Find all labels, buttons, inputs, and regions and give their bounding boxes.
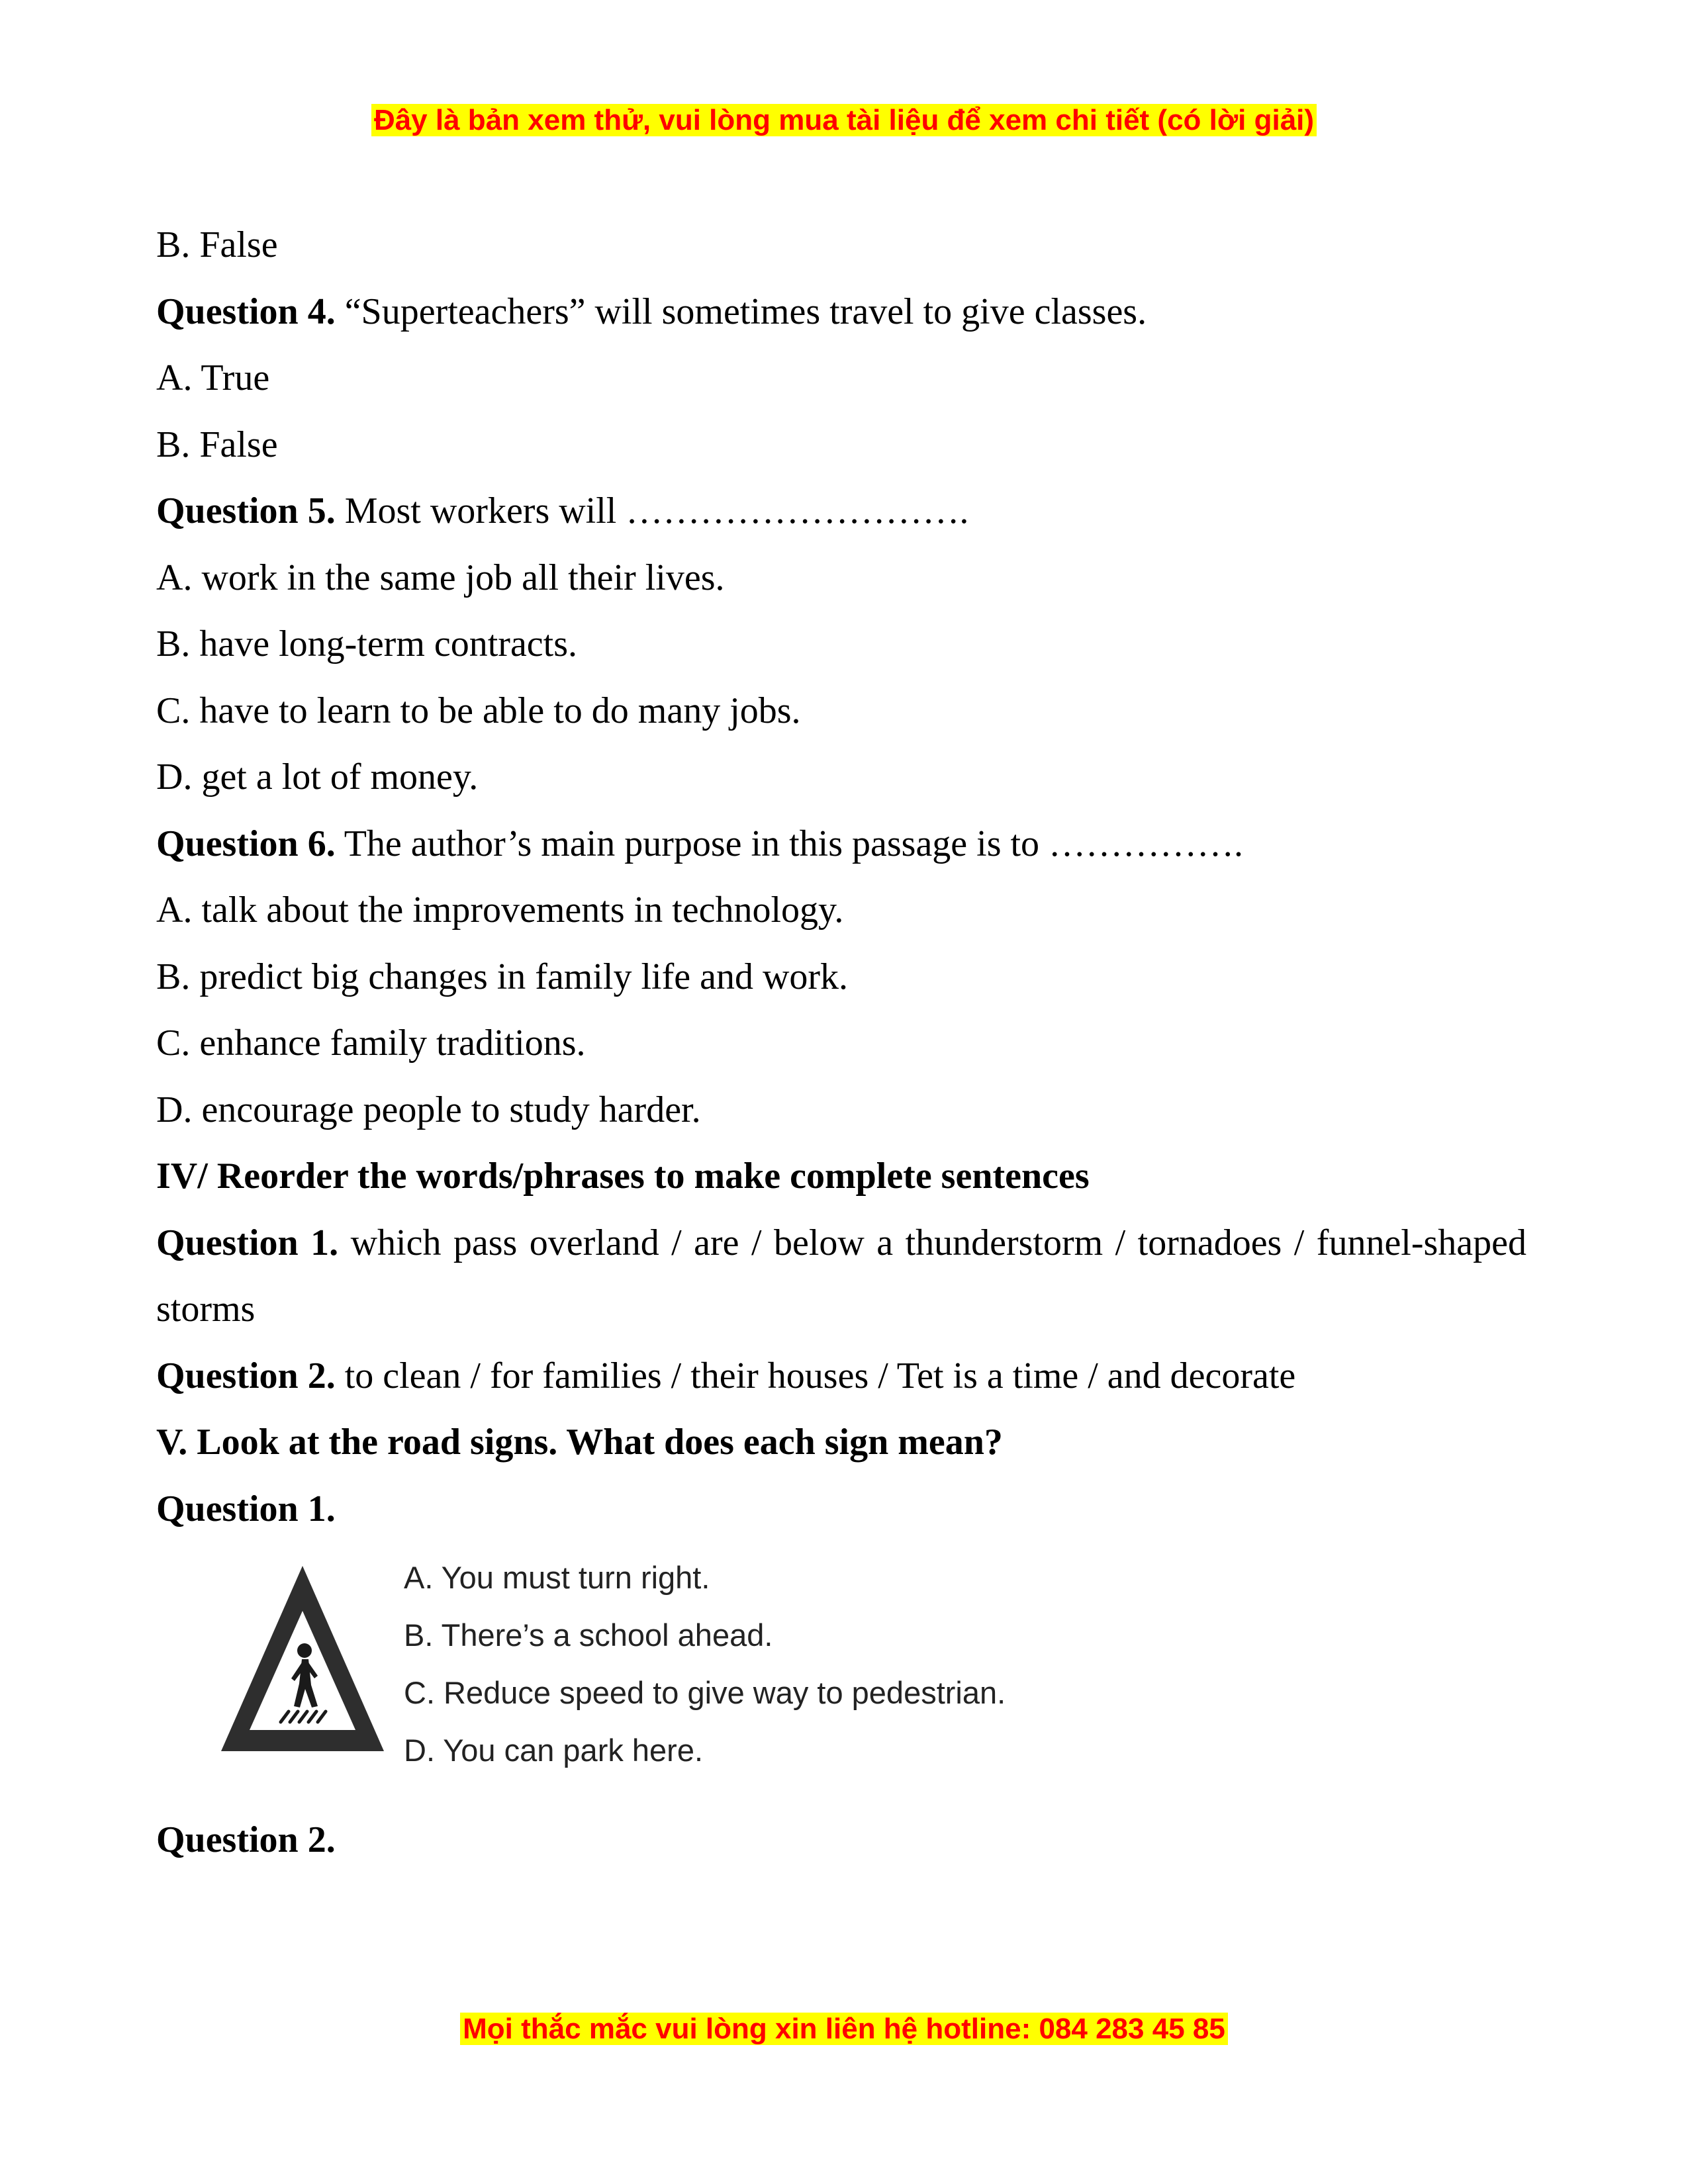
question-6 <box>156 811 1526 878</box>
question-5 <box>156 478 1526 545</box>
preview-banner <box>0 101 1688 140</box>
question-5-text: Most workers will ………………………. <box>344 490 969 531</box>
pedestrian-crossing-sign-icon <box>220 1565 385 1756</box>
document-body <box>156 212 1526 1874</box>
q4-option-a: A. True <box>156 357 270 398</box>
reorder-question-1-text: which pass overland / are / below a thunderstorm / tornadoes / funnel-shaped storms <box>156 1222 1527 1330</box>
sign-question-1: Question 1. <box>156 1488 336 1529</box>
reorder-question-2 <box>156 1343 1526 1410</box>
sign-option-d: D. You can park here. <box>404 1733 704 1768</box>
q4-option-b: B. False <box>156 424 278 465</box>
section-5-heading: V. Look at the road signs. What does each sign mean? <box>156 1422 1003 1463</box>
preview-banner-text: Đây là bản xem thử, vui lòng mua tài liệu để xem chi tiết (có lời giải) <box>371 104 1317 136</box>
section-4-heading: IV/ Reorder the words/phrases to make complete sentences <box>156 1156 1090 1197</box>
q6-option-d: D. encourage people to study harder. <box>156 1089 701 1130</box>
question-4-text: “Superteachers” will sometimes travel to give classes. <box>344 291 1147 332</box>
question-6-label: Question 6. <box>156 823 336 864</box>
question-5-label: Question 5. <box>156 490 336 531</box>
q6-option-a: A. talk about the improvements in technology. <box>156 889 844 931</box>
sign-option-c: C. Reduce speed to give way to pedestrian. <box>404 1675 1006 1710</box>
reorder-question-1 <box>156 1210 1526 1343</box>
sign-option-a: A. You must turn right. <box>404 1560 710 1595</box>
sign-option-b: B. There’s a school ahead. <box>404 1617 773 1653</box>
q3-option-b: B. False <box>156 224 278 265</box>
q5-option-c: C. have to learn to be able to do many jobs. <box>156 690 801 731</box>
hotline-banner-text: Mọi thắc mắc vui lòng xin liên hệ hotline: 084 283 45 85 <box>460 2013 1228 2045</box>
question-4 <box>156 279 1526 345</box>
sign-question-1-figure <box>156 1549 1526 1807</box>
q5-option-a: A. work in the same job all their lives. <box>156 557 725 598</box>
reorder-question-2-label: Question 2. <box>156 1355 336 1396</box>
q5-option-b: B. have long-term contracts. <box>156 623 578 664</box>
hotline-banner <box>0 2009 1688 2049</box>
sign-question-1-options <box>404 1549 1006 1779</box>
q6-option-c: C. enhance family traditions. <box>156 1023 586 1064</box>
sign-question-2: Question 2. <box>156 1819 336 1860</box>
question-6-text: The author’s main purpose in this passage is to ……………. <box>344 823 1244 864</box>
reorder-question-2-text: to clean / for families / their houses / Tet is a time / and decorate <box>344 1355 1296 1396</box>
question-4-label: Question 4. <box>156 291 336 332</box>
q6-option-b: B. predict big changes in family life and work. <box>156 956 849 997</box>
q5-option-d: D. get a lot of money. <box>156 756 479 797</box>
reorder-question-1-label: Question 1. <box>156 1222 339 1263</box>
